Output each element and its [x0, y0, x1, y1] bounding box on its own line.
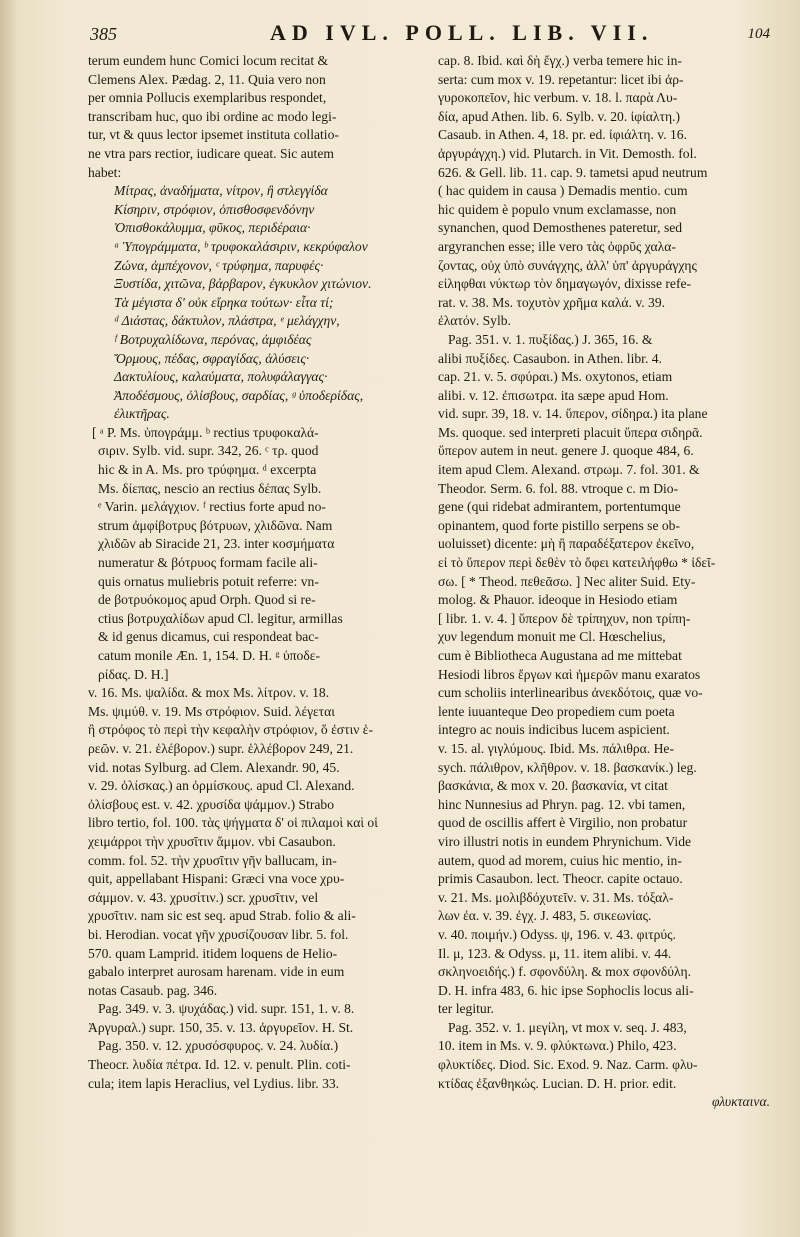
- text-line: cap. 21. v. 5. σφύραι.) Ms. oxytonos, etiam: [438, 369, 673, 385]
- text-line: 10. item in Ms. v. 9. φλύκτωνα.) Philo, 423.: [438, 1038, 677, 1054]
- text-line: transcribam huc, quo ibi ordine ac modo legi-: [88, 108, 337, 124]
- text-line: alibi πυξίδες. Casaubon. in Athen. libr. 4.: [438, 350, 662, 366]
- text-line: Ἀργυραλ.) supr. 150, 35. v. 13. ἀργυρεῖον. H. St.: [88, 1019, 354, 1035]
- text-line: ne vtra pars rectior, iudicare queat. Sic autem: [88, 145, 334, 161]
- text-line: Ms. quoque. sed interpreti placuit ὕπερα σιδηρᾶ.: [438, 424, 703, 440]
- text-line: hinc Nunnesius ad Phryn. pag. 12. vbi tamen,: [438, 796, 686, 812]
- text-line: autem, quod ad morem, cuius hic mentio, in-: [438, 852, 682, 868]
- text-line: cula; item lapis Heraclius, vel Lydius. libr. 33.: [88, 1075, 340, 1091]
- text-line: per omnia Pollucis exemplaribus respondet,: [88, 90, 327, 106]
- text-line: cap. 8. Ibid. καὶ δὴ ἔγχ.) verba temere hic in-: [438, 53, 682, 68]
- text-line: numeratur & βότρυος formam facile ali-: [98, 555, 318, 571]
- text-line: hic & in A. Ms. pro τρύφημα. ᵈ excerpta: [98, 462, 317, 478]
- text-line: Pag. 352. v. 1. μεγίλη, vt mox v. seq. J. 483,: [448, 1019, 687, 1035]
- page-header: [90, 20, 780, 48]
- text-line: ρίδας. D. H.]: [98, 666, 169, 682]
- text-line: Casaub. in Athen. 4, 18. pr. ed. ἰφιάλτη. v. 16.: [438, 127, 687, 143]
- text-line: χρυσῖτιν. nam sic est seq. apud Strab. folio & ali-: [88, 908, 356, 924]
- text-line: ζοντας, οὐχ ὑπὸ συνάγχης, ἀλλ' ὑπ' ἀργυράγχης: [438, 257, 697, 273]
- text-line: 626. & Gell. lib. 11. cap. 9. tametsi apud neutrum: [438, 164, 708, 180]
- text-line: uoluisset) dicente: μὴ ἢ παραδέξατερον ἐκεῖνο,: [438, 536, 695, 552]
- text-line: opinantem, quod forte pistillo serpens se ob-: [438, 517, 680, 533]
- text-line: v. 21. Ms. μολιβδόχυτεῖν. v. 31. Ms. τόξαλ-: [438, 889, 674, 905]
- text-line: κτίδας ἐξανθηκώς. Lucian. D. H. prior. edit.: [438, 1075, 677, 1091]
- text-line: bi. Herodian. vocat γῆν χρυσίζουσαν libr. 5. fol.: [88, 926, 349, 942]
- text-line: [ ᵃ P. Ms. ὑπογράμμ. ᵇ rectius τρυφοκαλά-: [92, 424, 319, 440]
- text-line: strum ἀμφίβοτρυς βότρυων, χλιδῶνα. Nam: [98, 517, 333, 533]
- text-line: χειμάρροι τὴν χρυσῖτιν ἄμμον. vbi Casaubon.: [88, 833, 336, 849]
- text-line: Ms. ψιμύθ. v. 19. Ms στρόφιον. Suid. λέγεται: [88, 703, 335, 719]
- text-line: γυροκοπεῖον, hic verbum. v. 18. l. παρὰ Λυ-: [438, 90, 678, 106]
- text-line: viro illustri notis in eundem Phrynichum. Vide: [438, 833, 692, 849]
- text-line: alibi. v. 12. ἐπισωτρα. ita sæpe apud Hom.: [438, 387, 669, 403]
- text-line: de βοτρυόκομος apud Orph. Quod si re-: [98, 592, 316, 608]
- text-line: molog. & Phauor. ideoque in Hesiodo etiam: [438, 592, 678, 608]
- text-line: Clemens Alex. Pædag. 2, 11. Quia vero non: [88, 71, 326, 87]
- text-line: σω. [ * Theod. πεθεᾶσω. ] Nec aliter Suid. Ety-: [438, 573, 696, 589]
- text-line: Pag. 351. v. 1. πυξίδας.) J. 365, 16. &: [448, 331, 653, 347]
- right-text-column: [438, 52, 770, 1112]
- text-line: σάμμον. v. 43. χρυσίτιν.) scr. χρυσῖτιν, vel: [88, 889, 319, 905]
- text-line: cum scholiis interlinearibus ἀνεκδότοις, quæ vo-: [438, 685, 703, 701]
- text-line: Ὀπισθοκάλυμμα, φῦκος, περιδέραια·: [114, 220, 311, 236]
- text-line: χλιδῶν ab Siracide 21, 23. inter κοσμήματα: [98, 536, 335, 552]
- text-line: Theodor. Serm. 6. fol. 88. vtroque c. m Dio-: [438, 480, 679, 496]
- text-line: Τὰ μέγιστα δ' οὐκ εἴρηκα τούτων· εἶτα τί;: [114, 294, 334, 310]
- text-line: hic quidem è populo vnum exclamasse, non: [438, 201, 677, 217]
- text-line: Ὄρμους, πέδας, σφραγίδας, ἁλύσεις·: [114, 350, 310, 366]
- text-line: rat. v. 38. Ms. τοχυτὸν χρῆμα καλά. v. 39.: [438, 294, 666, 310]
- text-line: gene (qui ridebat admirantem, portentumque: [438, 499, 681, 515]
- text-line: ᵉ Varin. μελάγχιον. ᶠ rectius forte apud no-: [98, 499, 326, 515]
- text-line: Δακτυλίους, καλαύματα, πολυφάλαγγας·: [114, 369, 328, 385]
- page-number-right: 104: [747, 26, 770, 42]
- text-line: notas Casaub. pag. 346.: [88, 982, 218, 998]
- text-line: Pag. 350. v. 12. χρυσόσφυρος. v. 24. λυδία.): [98, 1038, 339, 1054]
- text-line: ᵈ Διάστας, δάκτυλον, πλάστρα, ᵉ μελάγχην,: [114, 313, 340, 329]
- text-line: χυν legendum monuit me Cl. Hœschelius,: [438, 629, 666, 645]
- text-line: ( hac quidem in causa ) Demadis mentio. cum: [438, 183, 688, 199]
- text-line: ὕπερον autem in neut. genere J. quoque 484, 6.: [438, 443, 694, 459]
- text-line: λων ἐα. v. 39. ἐγχ. J. 483, 5. σικεωνίας.: [438, 908, 652, 924]
- text-line: [ libr. 1. v. 4. ] ὕπερον δὲ τρίπηχυν, non τρίπη-: [438, 610, 691, 626]
- page-number-left: 385: [90, 24, 117, 44]
- text-line: synanchen, quod Demosthenes pateretur, sed: [438, 220, 683, 236]
- text-line: comm. fol. 52. τὴν χρυσῖτιν γῆν ballucam, in-: [88, 852, 337, 868]
- text-line: D. H. infra 483, 6. hic ipse Sophoclis locus ali-: [438, 982, 694, 998]
- text-line: ἀργυράγχη.) vid. Plutarch. in Vit. Demosth. fol.: [438, 145, 697, 161]
- text-line: cum è Bibliotheca Augustana ad me mittebat: [438, 648, 682, 663]
- text-line: ctius βοτρυχαλίδων apud Cl. legitur, armillas: [98, 610, 343, 626]
- left-text-column: [88, 52, 420, 1093]
- text-line: libro tertio, fol. 100. τὰς ψήγματα δ' οἱ πιλαμοὶ καὶ οἱ: [88, 815, 378, 831]
- text-line: quod de oscillis affert è Virgilio, non probatur: [438, 815, 688, 831]
- text-line: ter legitur.: [438, 1001, 494, 1017]
- text-line: v. 15. al. γιγλύμους. Ibid. Ms. πάλιθρα. He-: [438, 740, 674, 756]
- text-line: lente iuuanteque Deo propediem cum poeta: [438, 703, 675, 719]
- text-line: argyranchen esse; ille vero τὰς ὀφρῦς χαλα-: [438, 238, 676, 254]
- text-line: εἰληφθαι νύκτωρ τὸν δημαγωγόν, dixisse refe-: [438, 276, 692, 292]
- text-line: item apud Clem. Alexand. στρωμ. 7. fol. 301. &: [438, 462, 700, 478]
- text-line: v. 40. ποιμήν.) Odyss. ψ, 196. v. 43. φιτρύς.: [438, 926, 676, 942]
- text-line: σκληνοειδής.) f. σφονδύλη. & mox σφονδύλη.: [438, 964, 692, 980]
- text-line: & id genus dicamus, cui respondeat bac-: [98, 629, 319, 645]
- text-line: Ζώνα, ἀμπέχονον, ᶜ τρύφημα, παρυφές·: [114, 257, 324, 273]
- text-line: quis ornatus muliebris potuit referre: vn-: [98, 573, 319, 589]
- text-line: primis Casaubon. lect. Theocr. capite octauo.: [438, 871, 683, 887]
- text-line: sych. πάλιθρον, κλῆθρον. v. 18. βασκανίκ.) leg.: [438, 759, 697, 775]
- page-gutter-shadow: [0, 0, 18, 1237]
- text-line: βασκάνια, & mox v. 20. βασκανία, vt citat: [438, 778, 668, 794]
- text-line: φλυκταινα.: [712, 1094, 770, 1110]
- text-line: Ms. δίεπας, nescio an rectius δέπας Sylb.: [98, 480, 322, 496]
- text-line: ἐλατόν. Sylb.: [438, 313, 511, 329]
- text-line: vid. notas Sylburg. ad Clem. Alexandr. 90, 45.: [88, 759, 340, 775]
- running-title: AD IVL. POLL. LIB. VII.: [270, 20, 654, 45]
- text-line: Il. μ, 123. & Odyss. μ, 11. item alibi. v. 44.: [438, 945, 672, 961]
- text-line: quit, appellabant Hispani: Græci vna voce χρυ-: [88, 871, 345, 887]
- text-line: ρεῶν. v. 21. ἑλέβορον.) supr. ἑλλέβορον 249, 21.: [88, 740, 354, 756]
- text-line: serta: cum mox v. 19. repetantur: licet ibi ἀρ-: [438, 71, 684, 87]
- text-line: Μίτρας, ἀναδήματα, νίτρον, ἢ στλεγγίδα: [114, 183, 328, 199]
- text-line: integro ac nouis indicibus lucem aspicient.: [438, 722, 670, 738]
- text-line: Ἀποδέσμους, ὀλίσβους, σαρδίας, ᵍ ὑποδερίδας,: [114, 387, 364, 403]
- text-line: εἰ τὸ ὕπερον περὶ δεθὲν τὸ ὄφει κατειλήφθω * ἰδεῖ-: [438, 555, 716, 571]
- text-line: ᶠ Βοτρυχαλίδωνα, περόνας, ἀμφιδέας: [114, 331, 312, 347]
- text-line: v. 29. ὀλίσκας.) an ὀρμίσκους. apud Cl. Alexand.: [88, 778, 355, 794]
- text-line: habet:: [88, 164, 122, 180]
- text-line: Hesiodi libros ἔργων καὶ ἡμερῶν manu exaratos: [438, 666, 701, 682]
- text-line: δία, apud Athen. lib. 6. Sylb. v. 20. ἰφίαλτη.): [438, 108, 681, 124]
- text-line: Theocr. λυδία πέτρα. Id. 12. v. penult. Plin. coti-: [88, 1057, 351, 1073]
- text-line: ᵃ Ὑπογράμματα, ᵇ τρυφοκαλάσιριν, κεκρύφαλον: [114, 238, 368, 254]
- text-line: vid. supr. 39, 18. v. 14. ὕπερον, σίδηρα.) ita plane: [438, 406, 708, 422]
- text-line: Κίσηριν, στρόφιον, ὀπισθοσφενδόνην: [114, 201, 315, 217]
- text-line: gabalo interpret aurosam harenam. vide in eum: [88, 964, 345, 980]
- text-line: φλυκτίδες. Diod. Sic. Exod. 9. Naz. Carm. φλυ-: [438, 1057, 698, 1073]
- text-line: σιριν. Sylb. vid. supr. 342, 26. ᶜ τρ. quod: [98, 443, 319, 459]
- text-line: ἢ στρόφος τὸ περὶ τὴν κεφαλὴν στρόφιον, ὅ ἐστιν ἑ-: [88, 722, 374, 738]
- text-line: Pag. 349. v. 3. ψυχάδας.) vid. supr. 151, 1. v. 8.: [98, 1001, 355, 1017]
- text-line: catum monile Æn. 1, 154. D. H. ᵍ ὑποδε-: [98, 648, 320, 663]
- text-line: tur, vt & quus lector ipsemet instituta collatio-: [88, 127, 339, 143]
- text-line: v. 16. Ms. ψαλίδα. & mox Ms. λίτρον. v. 18.: [88, 685, 330, 701]
- text-line: Ξυστίδα, χιτῶνα, βάρβαρον, ἐγκυκλον χιτώνιον.: [114, 276, 372, 292]
- text-line: 570. quam Lamprid. itidem loquens de Helio-: [88, 945, 338, 961]
- text-line: ὀλίσβους est. v. 42. χρυσίδα ψάμμον.) Strabo: [88, 796, 335, 812]
- text-line: ἐλικτῆρας.: [114, 406, 170, 422]
- text-line: terum eundem hunc Comici locum recitat &: [88, 53, 329, 68]
